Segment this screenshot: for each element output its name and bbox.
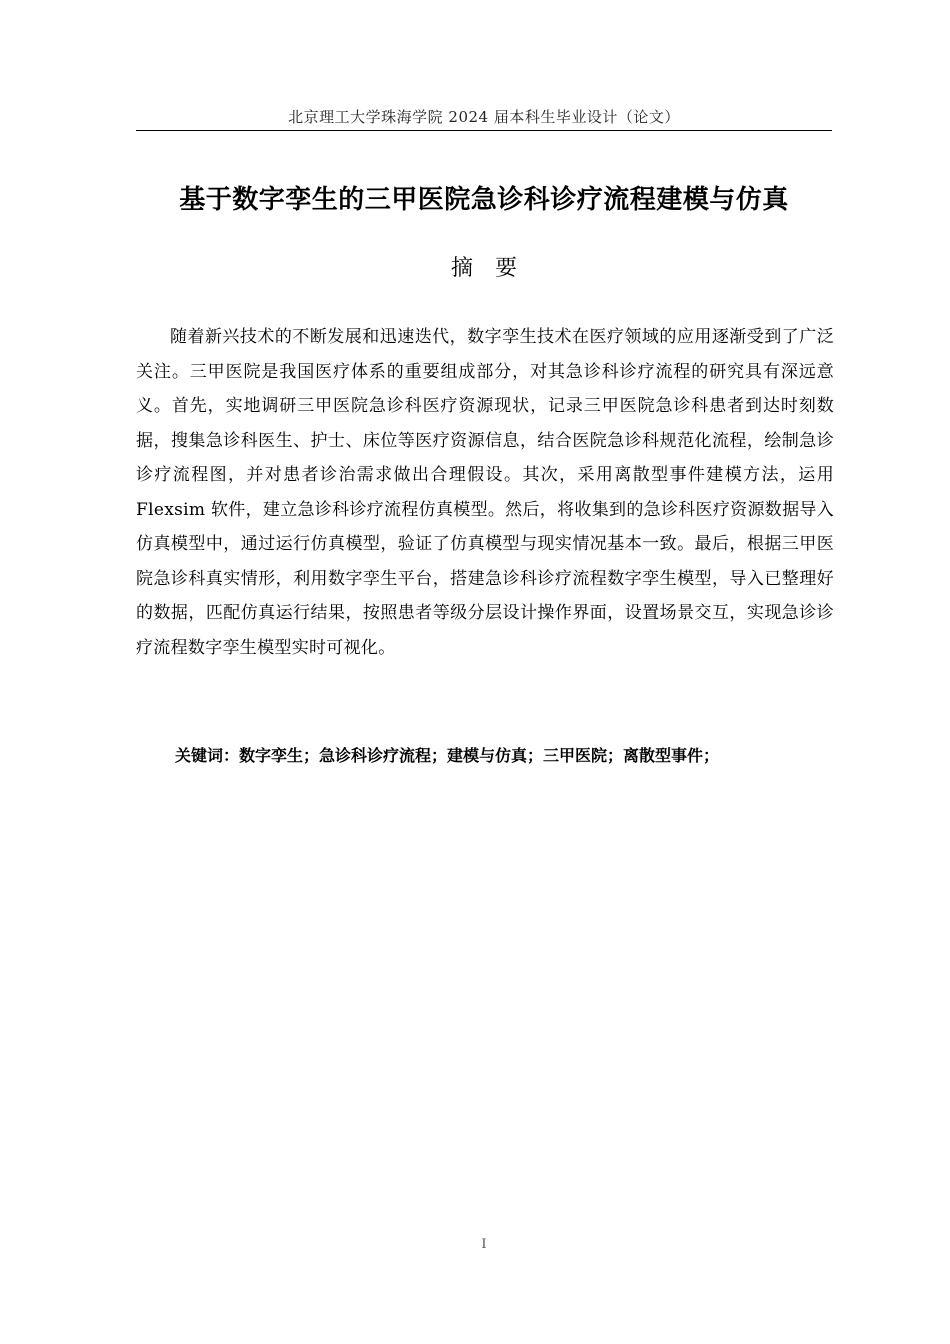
paper-title: 基于数字孪生的三甲医院急诊科诊疗流程建模与仿真 (179, 185, 789, 215)
abstract-paragraph: 随着新兴技术的不断发展和迅速迭代，数字孪生技术在医疗领域的应用逐渐受到了广泛关注。三甲医院是我国医疗体系的重要组成部分，对其急诊科诊疗流程的研究具有深远意义。首先，实地调研三甲医院急诊科医疗资源现状，记录三甲医院急诊科患者到达时刻数据，搜集急诊科医生、护士、床位等医疗资源信息，结合医院急诊科规范化流程，绘制急诊诊疗流程图，并对患者诊治需求做出合理假设。其次，采用离散型事件建模方法，运用 Flexsim 软件，建立急诊科诊疗流程仿真模型。然后，将收集到的急诊科医疗资源数据导入仿真模型中，通过运行仿真模型，验证了仿真模型与现实情况基本一致。最后，根据三甲医院急诊科真实情形，利用数字孪生平台，搭建急诊科诊疗流程数字孪生模型，导入已整理好的数据，匹配仿真运行结果，按照患者等级分层设计操作界面，设置场景交互，实现急诊诊疗流程数字孪生模型实时可视化。 (136, 327, 834, 658)
running-header: 北京理工大学珠海学院 2024 届本科生毕业设计（论文） (288, 108, 680, 126)
header-divider (136, 130, 832, 131)
abstract-heading: 摘 要 (450, 256, 517, 281)
keywords-line: 关键词：数字孪生；急诊科诊疗流程；建模与仿真；三甲医院；离散型事件； (175, 746, 720, 765)
page-number: I (481, 1237, 487, 1252)
